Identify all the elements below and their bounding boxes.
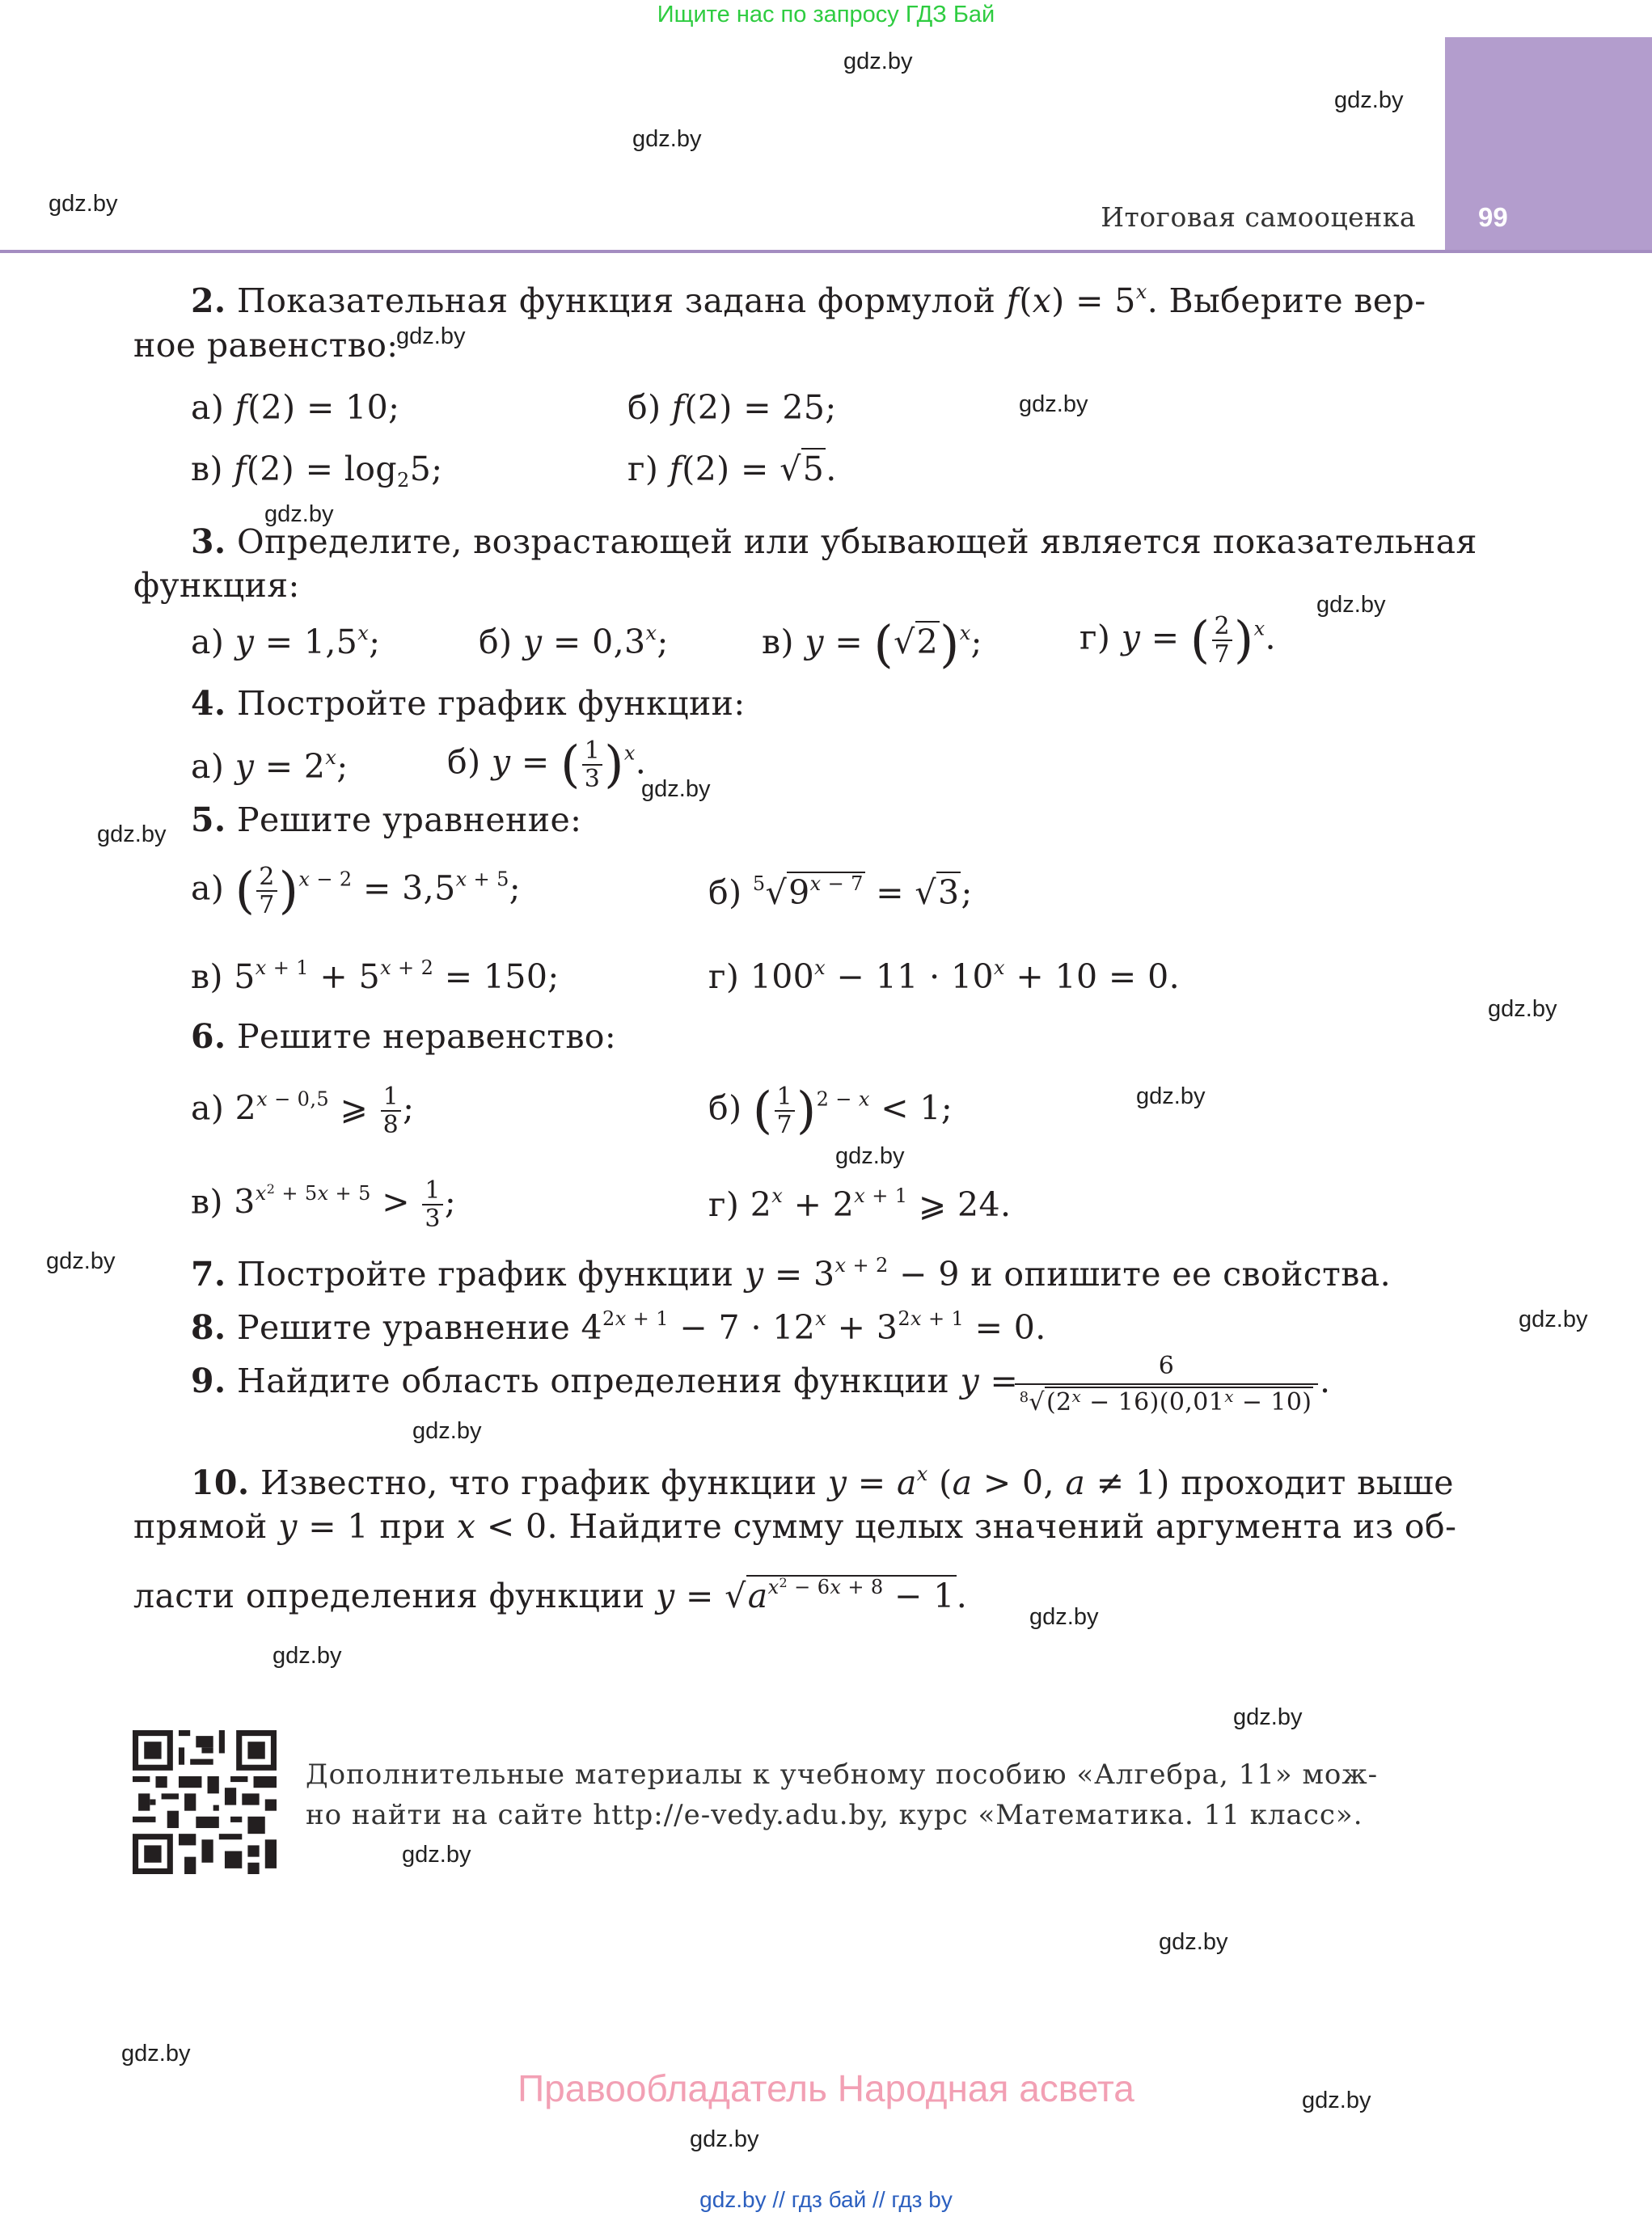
- answer-option: г) y = ( $\frac{2}{7}$ )$^x$.: [1080, 610, 1276, 669]
- note-line: но найти на сайте http://e-vedy.adu.by, курс «Математика. 11 класс».: [306, 1799, 1363, 1831]
- watermark: gdz.by: [402, 1842, 471, 1868]
- top-banner[interactable]: Ищите нас по запросу ГДЗ Бай: [657, 2, 995, 27]
- qr-code[interactable]: [133, 1730, 277, 1874]
- task-4: [191, 684, 746, 723]
- answer-option: г) $2^x + 2^{x + 1}$ ⩾ 24.: [708, 1184, 1012, 1224]
- watermark: gdz.by: [1488, 996, 1557, 1022]
- task-number: 10.: [191, 1463, 250, 1502]
- task-text: Определите, возрастающей или убывающей является показательная: [237, 522, 1477, 561]
- task-text: и опишите ее свойства.: [970, 1255, 1392, 1294]
- answer-option: б) $y = 0,3^x$;: [479, 622, 669, 661]
- task-text: Известно, что график функции: [260, 1463, 818, 1502]
- task-10-line2: прямой y = 1 при x < 0. Найдите сумму целых значений аргумента из об-: [133, 1507, 1457, 1546]
- task-text: Найдите область определения функции: [237, 1362, 950, 1400]
- answer-option: б) f(2) = 25;: [627, 388, 837, 427]
- answer-option: а) $y = 2^x$;: [191, 746, 349, 786]
- answer-option: б) y = ( $\frac{1}{3}$ )$^x$.: [447, 734, 647, 794]
- task-3-line2: функция:: [133, 566, 300, 605]
- section-title: Итоговая самооценка: [1101, 201, 1416, 233]
- task-9: 9. Найдите область определения функции y =: [191, 1362, 1019, 1400]
- task-7: 7. Постройте график функции $y = 3^{x + 2} - 9$ и опишите ее свойства.: [191, 1254, 1392, 1294]
- task-9-fraction: 6 $^8√(2^x - 16)(0,01^x - 10)$: [1015, 1352, 1318, 1416]
- watermark: gdz.by: [121, 2041, 191, 2067]
- task-10: 10. Известно, что график функции $y = a^x$ (a > 0, a ≠ 1) проходит выше: [191, 1463, 1454, 1502]
- answer-option: а) $2^{x - 0,5}$ ⩾ $\frac{1}{8}$ ;: [191, 1083, 415, 1139]
- answer-option: в) $5^{x + 1} + 5^{x + 2} = 150$;: [191, 956, 560, 996]
- task-text: Показательная функция задана формулой: [237, 281, 996, 320]
- watermark: gdz.by: [632, 126, 702, 152]
- task-text: проходит выше: [1181, 1463, 1454, 1502]
- watermark: gdz.by: [1029, 1604, 1099, 1630]
- header-divider: [0, 250, 1652, 253]
- watermark: gdz.by: [1302, 2088, 1371, 2113]
- watermark: gdz.by: [1519, 1307, 1588, 1332]
- copyright-holder: Правообладатель Народная асвета: [518, 2067, 1134, 2109]
- task-3: [191, 522, 1477, 561]
- page-number: 99: [1478, 202, 1508, 232]
- task-text: Постройте график функции:: [237, 684, 746, 723]
- task-number: 7.: [191, 1255, 226, 1294]
- answer-option: в) $y = (√2)^x$;: [762, 614, 982, 673]
- task-number: 6.: [191, 1017, 226, 1056]
- task-text: Решите неравенство:: [237, 1017, 617, 1056]
- watermark: gdz.by: [1233, 1704, 1303, 1730]
- task-text: Решите уравнение: [237, 1308, 571, 1347]
- answer-option: а) f(2) = 10;: [191, 388, 400, 427]
- footer-links[interactable]: gdz.by // гдз бай // гдз by: [699, 2187, 953, 2212]
- watermark: gdz.by: [835, 1143, 905, 1169]
- task-number: 5.: [191, 800, 226, 839]
- watermark: gdz.by: [641, 776, 711, 802]
- task-2: 2. Показательная функция задана формулой $f(x) = 5^x$. Выберите вер-: [191, 281, 1426, 320]
- task-5: [191, 800, 581, 839]
- answer-option: в) $3^{x^2 + 5x + 5}$ > $\frac{1}{3}$ ;: [191, 1176, 457, 1233]
- watermark: gdz.by: [1019, 391, 1088, 417]
- note-line: Дополнительные материалы к учебному пособию «Алгебра, 11» мож-: [306, 1758, 1379, 1791]
- task-10-line3: ласти определения функции $y = √a^{x^2 - 6x + 8} - 1$.: [133, 1575, 968, 1615]
- task-8: 8. Решите уравнение $4^{2x + 1} - 7 \cdot 12^x + 3^{2x + 1} = 0$.: [191, 1307, 1046, 1347]
- watermark: gdz.by: [1334, 87, 1404, 113]
- watermark: gdz.by: [49, 191, 118, 217]
- answer-option: б) ( $\frac{1}{7}$ )$^{2 - x}$ < 1;: [708, 1080, 953, 1140]
- answer-option: в) $f(2) = \log_25$;: [191, 450, 443, 492]
- answer-option: б) $^5√9^{x - 7} = √3$;: [708, 872, 973, 912]
- watermark: gdz.by: [396, 323, 466, 349]
- watermark: gdz.by: [1136, 1083, 1206, 1109]
- task-number: 3.: [191, 522, 226, 561]
- task-number: 2.: [191, 281, 226, 320]
- watermark: gdz.by: [1316, 592, 1386, 618]
- watermark: gdz.by: [264, 501, 334, 527]
- watermark: gdz.by: [412, 1418, 482, 1444]
- task-2-line2: ное равенство:: [133, 326, 399, 365]
- answer-option: а) $y = 1,5^x$;: [191, 622, 381, 661]
- answer-option: а) ( $\frac{2}{7}$ )$^{x - 2} = 3,5^{x + 5}$;: [191, 860, 521, 920]
- task-text: Решите уравнение:: [237, 800, 582, 839]
- task-number: 9.: [191, 1362, 226, 1400]
- watermark: gdz.by: [1159, 1929, 1228, 1955]
- task-text: Постройте график функции: [237, 1255, 734, 1294]
- answer-option: г) f(2) = √5.: [627, 450, 837, 488]
- answer-option: г) $100^x - 11 \cdot 10^x + 10 = 0$.: [708, 956, 1181, 996]
- watermark: gdz.by: [46, 1248, 116, 1274]
- task-6: [191, 1017, 616, 1056]
- watermark: gdz.by: [843, 49, 913, 74]
- task-9-period: .: [1320, 1362, 1331, 1400]
- additional-materials-note: [306, 1754, 1378, 1835]
- watermark: gdz.by: [273, 1643, 342, 1669]
- task-number: 4.: [191, 684, 226, 723]
- watermark: gdz.by: [97, 821, 167, 847]
- watermark: gdz.by: [690, 2126, 759, 2152]
- header-accent-tab: [1445, 37, 1652, 251]
- task-text: . Выберите вер-: [1147, 281, 1426, 320]
- task-number: 8.: [191, 1308, 226, 1347]
